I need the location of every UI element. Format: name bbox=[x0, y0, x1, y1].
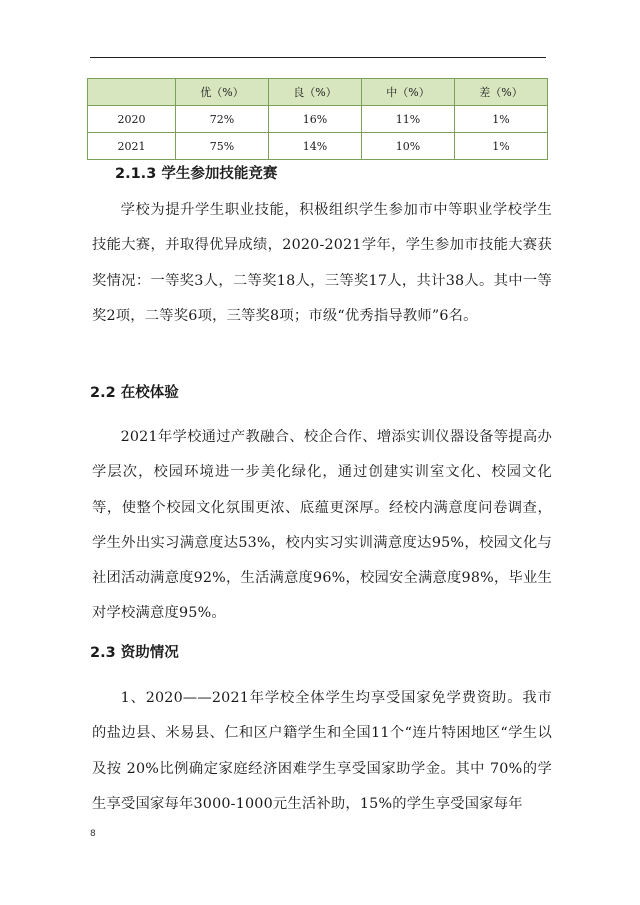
table-header-cell bbox=[88, 79, 176, 106]
table-cell: 14% bbox=[269, 133, 362, 160]
table-cell: 10% bbox=[362, 133, 455, 160]
grade-distribution-table bbox=[87, 78, 548, 160]
section-heading-2-2: 2.2 在校体验 bbox=[90, 385, 179, 401]
table-cell: 2021 bbox=[88, 133, 176, 160]
table-cell: 2020 bbox=[88, 106, 176, 133]
table-cell: 1% bbox=[455, 106, 548, 133]
section-paragraph-2-2: 2021年学校通过产教融合、校企合作、增添实训仪器设备等提高办学层次，校园环境进一步美化绿化，通过创建实训室文化、校园文化等，使整个校园文化氛围更浓、底蕴更深厚。经校内满意度问卷调查，学生外出实习满意度达53%，校内实习实训满意度达95%，校园文化与社团活动满意度92%，生活满意度96%，校园安全满意度98%，毕业生对学校满意度95%。 bbox=[92, 429, 552, 622]
section-heading-2-3: 2.3 资助情况 bbox=[90, 645, 179, 661]
table-cell: 11% bbox=[362, 106, 455, 133]
header-rule bbox=[90, 57, 546, 58]
table-cell: 1% bbox=[455, 133, 548, 160]
table-header-cell: 优（%） bbox=[176, 79, 269, 106]
table-header-row bbox=[88, 79, 548, 106]
table-header-cell: 中（%） bbox=[362, 79, 455, 106]
table-row bbox=[88, 106, 548, 133]
section-paragraph-2-3: 1、2020——2021年学校全体学生均享受国家免学费资助。我市的盐边县、米易县、仁和区户籍学生和全国11个“连片特困地区“学生以及按 20%比例确定家庭经济困难学生享受国家助学金。其中 70%的学生享受国家每年3000-1000元生活补助，15%的学生享受国家每年 bbox=[92, 690, 552, 812]
section-heading-2-1-3: 2.1.3 学生参加技能竞赛 bbox=[115, 166, 278, 182]
section-paragraph-2-1-3: 学校为提升学生职业技能，积极组织学生参加市中等职业学校学生技能大赛，并取得优异成绩，2020-2021学年，学生参加市技能大赛获奖情况：一等奖3人，二等奖18人，三等奖17人，共计38人。其中一等奖2项，二等奖6项，三等奖8项；市级“优秀指导教师”6名。 bbox=[92, 202, 552, 324]
table-header-cell: 差（%） bbox=[455, 79, 548, 106]
table-header-cell: 良（%） bbox=[269, 79, 362, 106]
table-row bbox=[88, 133, 548, 160]
table-cell: 72% bbox=[176, 106, 269, 133]
page-number: 8 bbox=[90, 829, 96, 839]
table-cell: 75% bbox=[176, 133, 269, 160]
table-cell: 16% bbox=[269, 106, 362, 133]
